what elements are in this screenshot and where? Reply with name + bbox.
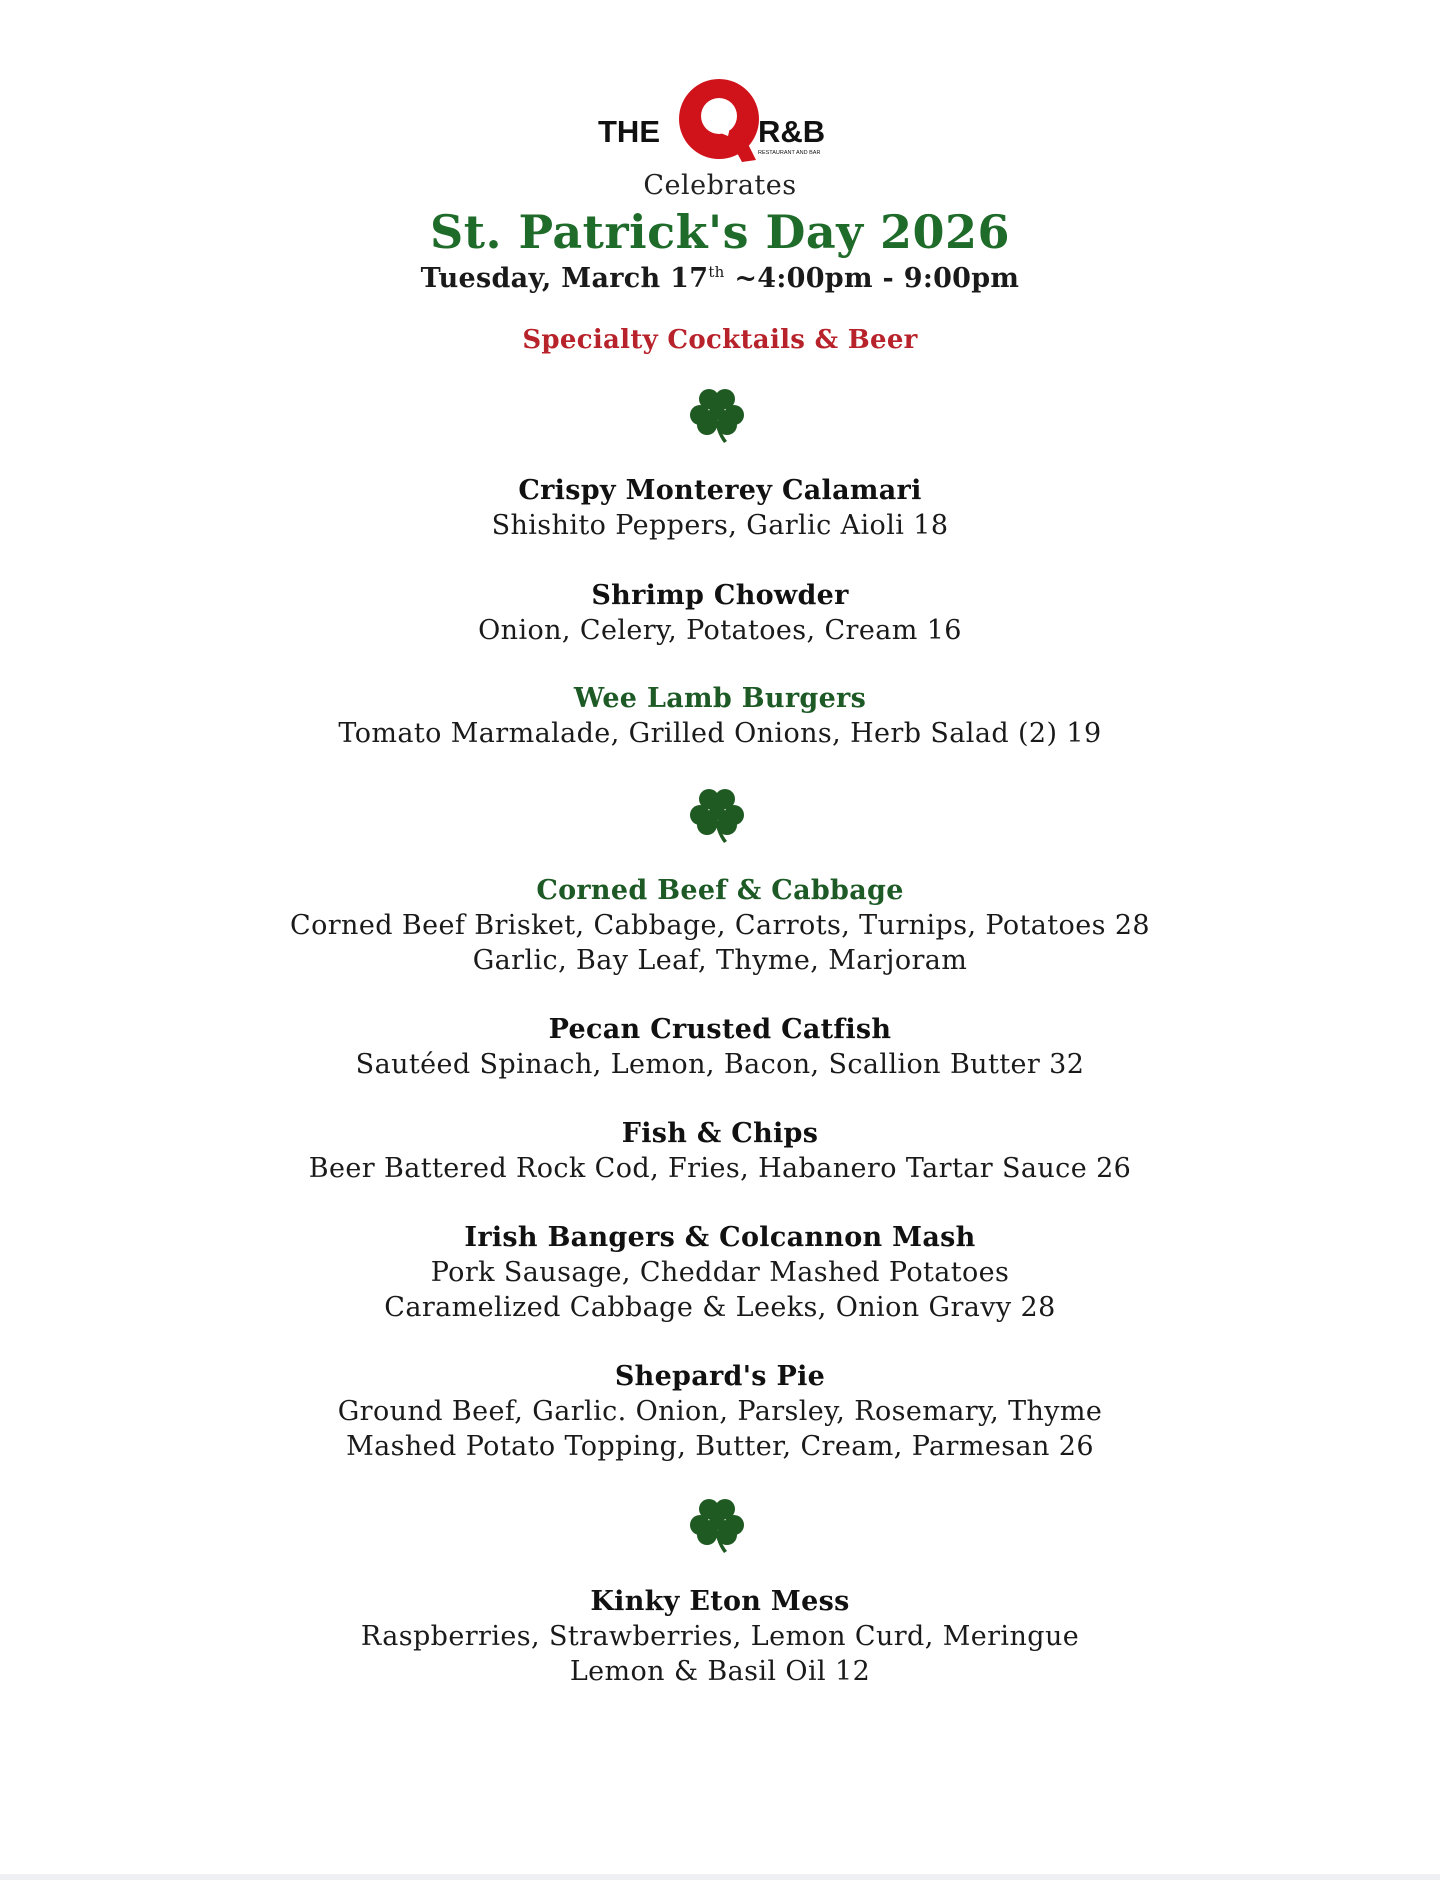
item-desc: Beer Battered Rock Cod, Fries, Habanero Tartar Sauce 26: [308, 1153, 1132, 1184]
item-title: Kinky Eton Mess: [590, 1586, 850, 1617]
item-desc: Caramelized Cabbage & Leeks, Onion Gravy 28: [384, 1292, 1056, 1323]
item-title: Fish & Chips: [621, 1118, 819, 1149]
item-desc: Raspberries, Strawberries, Lemon Curd, Meringue: [360, 1621, 1080, 1652]
item-title: Crispy Monterey Calamari: [518, 475, 922, 506]
item-desc: Pork Sausage, Cheddar Mashed Potatoes: [430, 1257, 1010, 1288]
item-title: Wee Lamb Burgers: [573, 683, 867, 714]
item-title: Corned Beef & Cabbage: [536, 875, 904, 906]
page-bottom-edge: [0, 1874, 1440, 1880]
item-desc: Lemon & Basil Oil 12: [569, 1656, 871, 1687]
item-desc: Sautéed Spinach, Lemon, Bacon, Scallion Butter 32: [355, 1049, 1085, 1080]
event-date-suffix: ~4:00pm - 9:00pm: [724, 263, 1020, 294]
logo-right-text: R&B: [758, 114, 826, 149]
item-title: Shepard's Pie: [614, 1361, 826, 1392]
item-desc: Garlic, Bay Leaf, Thyme, Marjoram: [472, 945, 968, 976]
item-desc: Corned Beef Brisket, Cabbage, Carrots, Turnips, Potatoes 28: [290, 910, 1150, 941]
shamrock-icon: [687, 1495, 747, 1555]
event-title: St. Patrick's Day 2026: [430, 205, 1010, 259]
event-date: [0, 263, 1440, 294]
item-desc: Shishito Peppers, Garlic Aioli 18: [491, 510, 949, 541]
item-desc: Mashed Potato Topping, Butter, Cream, Parmesan 26: [346, 1431, 1094, 1462]
event-date-prefix: Tuesday, March 17: [420, 263, 709, 294]
item-title: Pecan Crusted Catfish: [548, 1014, 892, 1045]
logo-left-text: THE: [598, 114, 660, 149]
item-desc: Ground Beef, Garlic. Onion, Parsley, Rosemary, Thyme: [337, 1396, 1103, 1427]
logo-graphic: [590, 70, 850, 170]
specialty-drinks-note: Specialty Cocktails & Beer: [522, 325, 918, 355]
celebrates-label: Celebrates: [643, 170, 797, 201]
item-title: Irish Bangers & Colcannon Mash: [464, 1222, 976, 1253]
item-desc: Tomato Marmalade, Grilled Onions, Herb Salad (2) 19: [338, 718, 1102, 749]
logo-sub-text: RESTAURANT AND BAR: [758, 150, 821, 156]
item-title: Shrimp Chowder: [591, 580, 849, 611]
shamrock-icon: [687, 385, 747, 445]
event-date-sup: th: [708, 263, 725, 281]
item-desc: Onion, Celery, Potatoes, Cream 16: [478, 615, 962, 646]
shamrock-icon: [687, 785, 747, 845]
restaurant-logo: [590, 70, 850, 170]
